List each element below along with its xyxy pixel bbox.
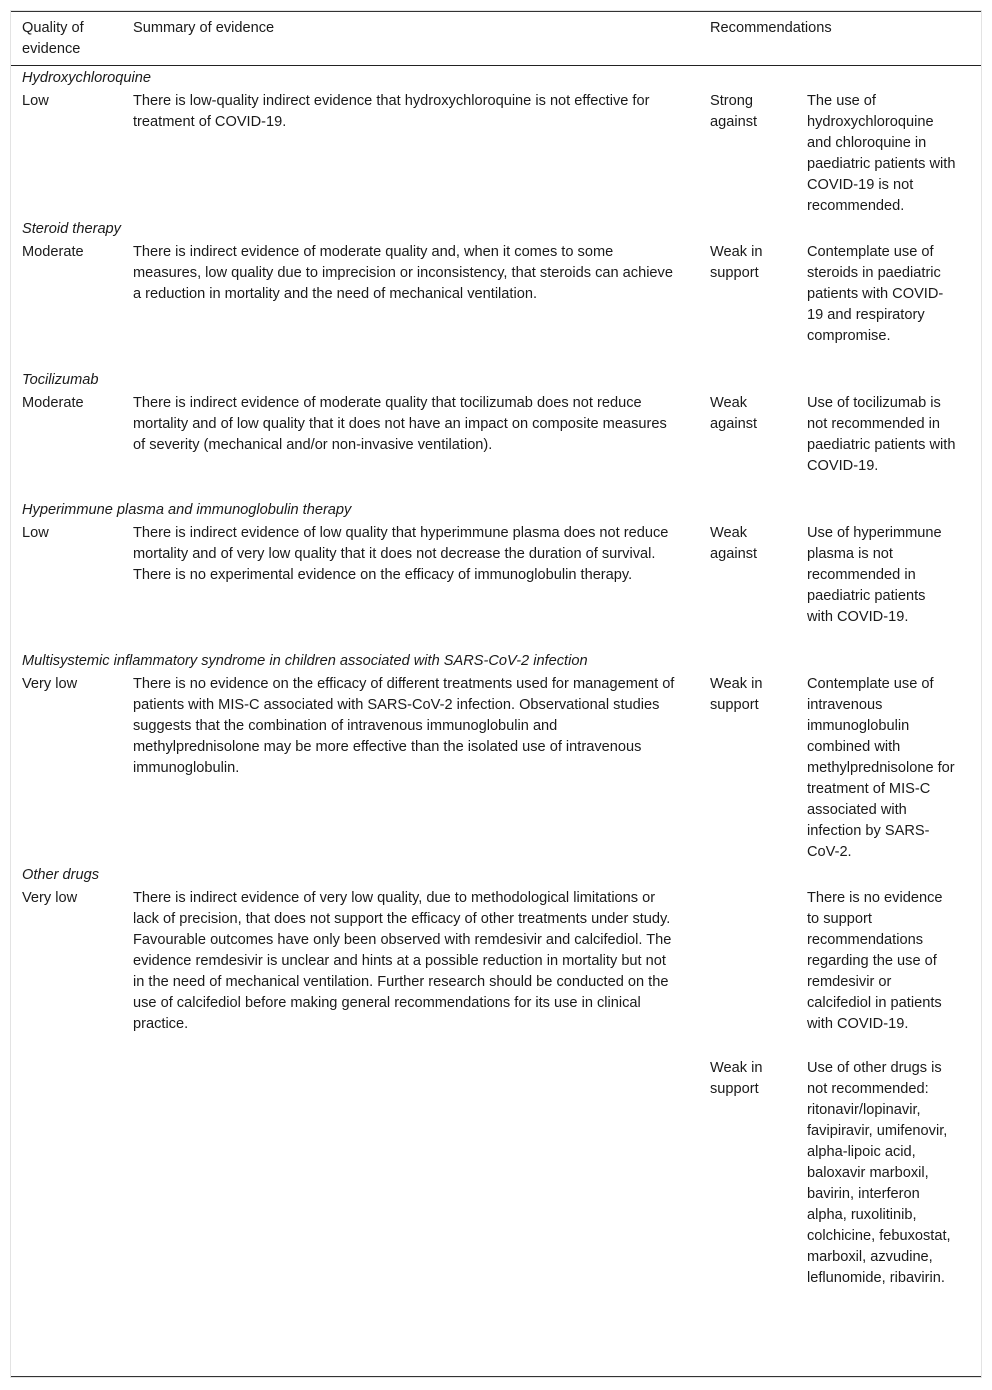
section-title-mis-c: Multisystemic inflammatory syndrome in children associated with SARS-CoV-2 infection [22,653,588,669]
quality-hyperimmune-plasma: Low [22,525,49,541]
section-title-hydroxychloroquine: Hydroxychloroquine [22,70,151,86]
evidence-table [10,10,982,1378]
strength-other-drugs-2: Weak in support [710,1060,763,1097]
summary-tocilizumab: There is indirect evidence of moderate quality that tocilizumab does not reduce mortality and of low quality that it does not have an impact on composite measures of severity (mechanical and/or non-invasive ventilation). [133,395,667,453]
recommendation-other-drugs-1: There is no evidence to support recommendations regarding the use of remdesivir or calcifediol in patients with COVID-19. [807,890,943,1032]
section-title-tocilizumab: Tocilizumab [22,372,99,388]
quality-other-drugs: Very low [22,890,78,906]
quality-hydroxychloroquine: Low [22,93,49,109]
recommendation-hyperimmune-plasma: Use of hyperimmune plasma is not recommended in paediatric patients with COVID-19. [807,525,942,625]
strength-hydroxychloroquine: Strong against [710,93,758,130]
strength-mis-c: Weak in support [710,676,763,713]
header-summary: Summary of evidence [133,20,275,36]
table-bottom-rule [11,1376,981,1377]
summary-hyperimmune-plasma: There is indirect evidence of low quality that hyperimmune plasma does not reduce mortality and of very low quality that it does not decrease the duration of survival. There is no experimental evidence on the efficacy of immunoglobulin therapy. [133,525,669,583]
summary-other-drugs: There is indirect evidence of very low quality, due to methodological limitations or lack of precision, that does not support the efficacy of other treatments under study. Favourable outcomes have only been observed with remdesivir and calcifediol. The evidence remdesivir is unclear and hints at a possible reduction in mortality but not in the need of mechanical ventilation. Further research should be conducted on the use of calcifediol before making general recommendations for its use in clinical practice. [133,890,672,1032]
recommendation-tocilizumab: Use of tocilizumab is not recommended in paediatric patients with COVID-19. [807,395,956,474]
section-title-steroid-therapy: Steroid therapy [22,221,121,237]
header-recommendations: Recommendations [710,20,832,36]
recommendation-hydroxychloroquine: The use of hydroxychloroquine and chloroquine in paediatric patients with COVID-19 is not recommended. [807,93,956,214]
header-rule [11,65,981,66]
summary-hydroxychloroquine: There is low-quality indirect evidence that hydroxychloroquine is not effective for treatment of COVID-19. [133,93,650,130]
quality-mis-c: Very low [22,676,78,692]
header-quality: Quality of evidence [22,20,84,57]
summary-steroid-therapy: There is indirect evidence of moderate quality and, when it comes to some measures, low quality due to imprecision or inconsistency, that steroids can achieve a reduction in mortality and the need of mechanical ventilation. [133,244,673,302]
recommendation-other-drugs-2: Use of other drugs is not recommended: ritonavir/lopinavir, favipiravir, umifenovir, alpha-lipoic acid, baloxavir marboxil, bavirin, interferon alpha, ruxolitinib, colchicine, febuxostat, marboxil, azvudine, leflunomide, ribavirin. [807,1060,951,1286]
strength-steroid-therapy: Weak in support [710,244,763,281]
quality-steroid-therapy: Moderate [22,244,84,260]
strength-hyperimmune-plasma: Weak against [710,525,758,562]
recommendation-steroid-therapy: Contemplate use of steroids in paediatric patients with COVID-19 and respiratory compromise. [807,244,944,344]
recommendation-mis-c: Contemplate use of intravenous immunoglobulin combined with methylprednisolone for treatment of MIS-C associated with infection by SARS-CoV-2. [807,676,955,860]
strength-tocilizumab: Weak against [710,395,758,432]
section-title-other-drugs: Other drugs [22,867,100,883]
table-top-rule [11,11,981,12]
quality-tocilizumab: Moderate [22,395,84,411]
summary-mis-c: There is no evidence on the efficacy of different treatments used for management of patients with MIS-C associated with SARS-CoV-2 infection. Observational studies suggests that the combination of intravenous immunoglobulin and methylprednisolone may be more effective than the isolated use of intravenous immunoglobulin. [133,676,675,776]
section-title-hyperimmune-plasma: Hyperimmune plasma and immunoglobulin therapy [22,502,352,518]
